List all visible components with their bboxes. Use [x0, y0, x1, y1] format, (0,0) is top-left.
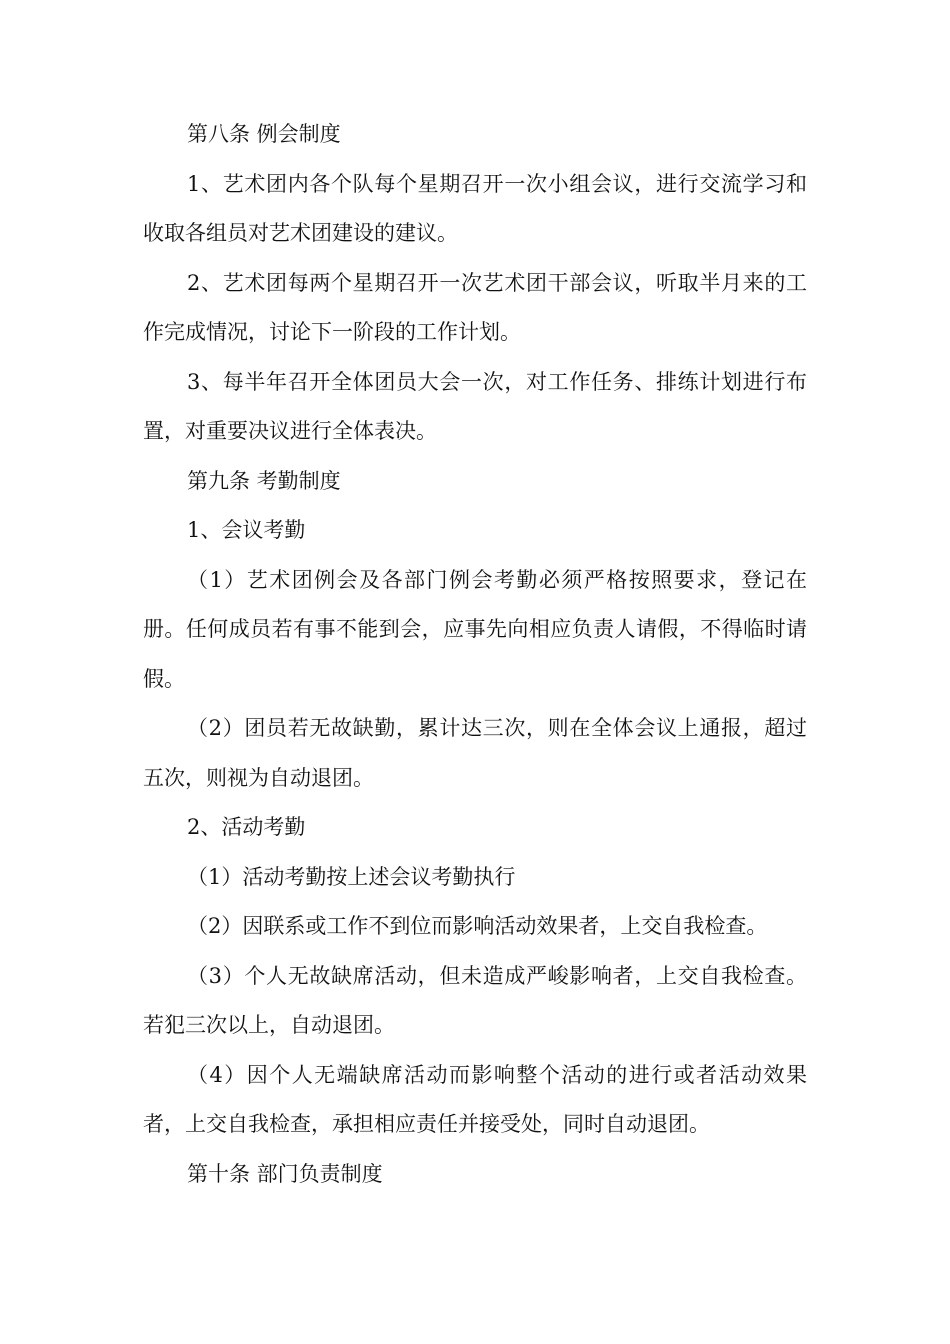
article-8-item-2: 2、艺术团每两个星期召开一次艺术团干部会议，听取半月来的工作完成情况，讨论下一阶段的工作计划。	[143, 270, 807, 344]
meeting-attendance-rule-1: （1）艺术团例会及各部门例会考勤必须严格按照要求，登记在册。任何成员若有事不能到会，应事先向相应负责人请假，不得临时请假。	[143, 567, 807, 691]
article-9-heading: 第九条 考勤制度	[187, 468, 341, 493]
article-10-heading: 第十条 部门负责制度	[187, 1161, 383, 1186]
meeting-attendance-rule-2: （2）团员若无故缺勤，累计达三次，则在全体会议上通报，超过五次，则视为自动退团。	[143, 716, 807, 790]
article-8-item-3: 3、每半年召开全体团员大会一次，对工作任务、排练计划进行布置，对重要决议进行全体表决。	[143, 369, 807, 443]
meeting-attendance-title: 1、会议考勤	[187, 518, 306, 542]
activity-attendance-title: 2、活动考勤	[187, 815, 306, 839]
activity-attendance-rule-1: （1）活动考勤按上述会议考勤执行	[187, 864, 516, 889]
article-8-heading: 第八条 例会制度	[187, 122, 341, 146]
activity-attendance-rule-4: （4）因个人无端缺席活动而影响整个活动的进行或者活动效果者，上交自我检查，承担相应责任并接受处，同时自动退团。	[143, 1062, 807, 1136]
activity-attendance-rule-3: （3）个人无故缺席活动，但未造成严峻影响者，上交自我检查。若犯三次以上，自动退团。	[143, 963, 807, 1037]
activity-attendance-rule-2: （2）因联系或工作不到位而影响活动效果者，上交自我检查。	[187, 914, 768, 938]
article-8-item-1: 1、艺术团内各个队每个星期召开一次小组会议，进行交流学习和收取各组员对艺术团建设的建议。	[143, 171, 807, 245]
document-page	[143, 110, 807, 1199]
